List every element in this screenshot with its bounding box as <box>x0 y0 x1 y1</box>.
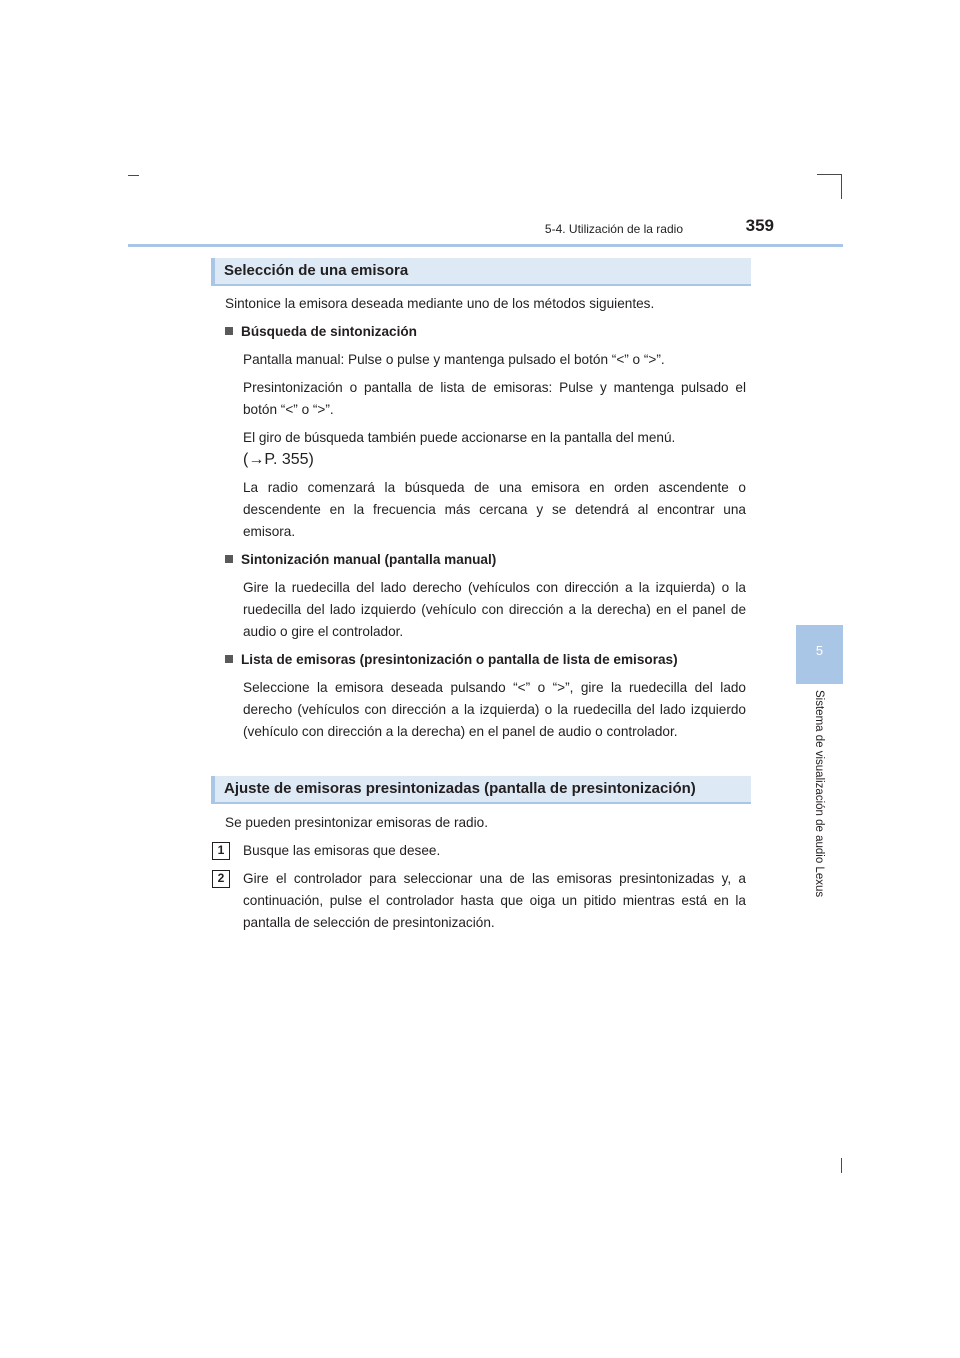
paragraph: La radio comenzará la búsqueda de una emisora en orden ascendente o descendente en la frecuencia más cercana y se detendrá al encontrar una emisora. <box>243 480 746 539</box>
section-heading <box>211 258 751 286</box>
heading-accent <box>211 258 215 284</box>
subheading-text: Búsqueda de sintonización <box>241 324 417 339</box>
step-text: Busque las emisoras que desee. <box>243 843 441 858</box>
header-rule <box>128 244 843 247</box>
square-bullet-icon <box>225 327 233 335</box>
page-number: 359 <box>745 216 774 235</box>
square-bullet-icon <box>225 555 233 563</box>
section-title: Ajuste de emisoras presintonizadas (pantalla de presintonización) <box>224 780 696 797</box>
section-heading <box>211 776 751 804</box>
section-title: Selección de una emisora <box>224 262 409 279</box>
header-section-title: 5-4. Utilización de la radio <box>544 222 683 236</box>
heading-accent <box>211 776 215 802</box>
subheading <box>225 649 678 671</box>
section-intro: Sintonice la emisora deseada mediante uno de los métodos siguientes. <box>225 296 655 311</box>
subheading-text: Sintonización manual (pantalla manual) <box>241 552 497 567</box>
paragraph-text: El giro de búsqueda también puede accionarse en la pantalla del menú. <box>243 430 676 445</box>
chapter-tab: 5 <box>796 625 843 684</box>
subheading-text: Lista de emisoras (presintonización o pantalla de lista de emisoras) <box>241 652 678 667</box>
paragraph <box>243 427 746 471</box>
chapter-title: Sistema de visualización de audio Lexus <box>813 690 825 898</box>
subheading <box>225 321 417 343</box>
paragraph: Gire la ruedecilla del lado derecho (vehículos con dirección a la izquierda) o la ruedecilla del lado izquierdo (vehículo con dirección a la derecha) en el panel de audio o gire el controlador. <box>243 580 746 639</box>
crop-mark <box>841 1158 842 1173</box>
paragraph: Seleccione la emisora deseada pulsando “<” o “>”, gire la ruedecilla del lado derecho (vehículos con dirección a la izquierda) o la ruedecilla del lado izquierdo (vehículo con dirección a la derecha) en el panel de audio o controlador. <box>243 680 746 739</box>
subheading <box>225 549 496 571</box>
section-intro: Se pueden presintonizar emisoras de radio. <box>225 815 488 830</box>
paragraph: Pantalla manual: Pulse o pulse y mantenga pulsado el botón “<” o “>”. <box>243 352 665 367</box>
crop-mark <box>841 174 842 199</box>
step-number-badge: 2 <box>212 870 230 888</box>
crop-mark <box>128 175 139 176</box>
step-text: Gire el controlador para seleccionar una de las emisoras presintonizadas y, a continuación, pulse el controlador hasta que oiga un pitido mientras está en la pantalla de selección de presintonización. <box>243 871 746 930</box>
crop-mark <box>817 174 842 175</box>
page-reference-link[interactable]: (→P. 355) <box>243 451 314 468</box>
paragraph: Presintonización o pantalla de lista de emisoras: Pulse y mantenga pulsado el botón “<” o “>”. <box>243 380 746 417</box>
step-number-badge: 1 <box>212 842 230 860</box>
square-bullet-icon <box>225 655 233 663</box>
